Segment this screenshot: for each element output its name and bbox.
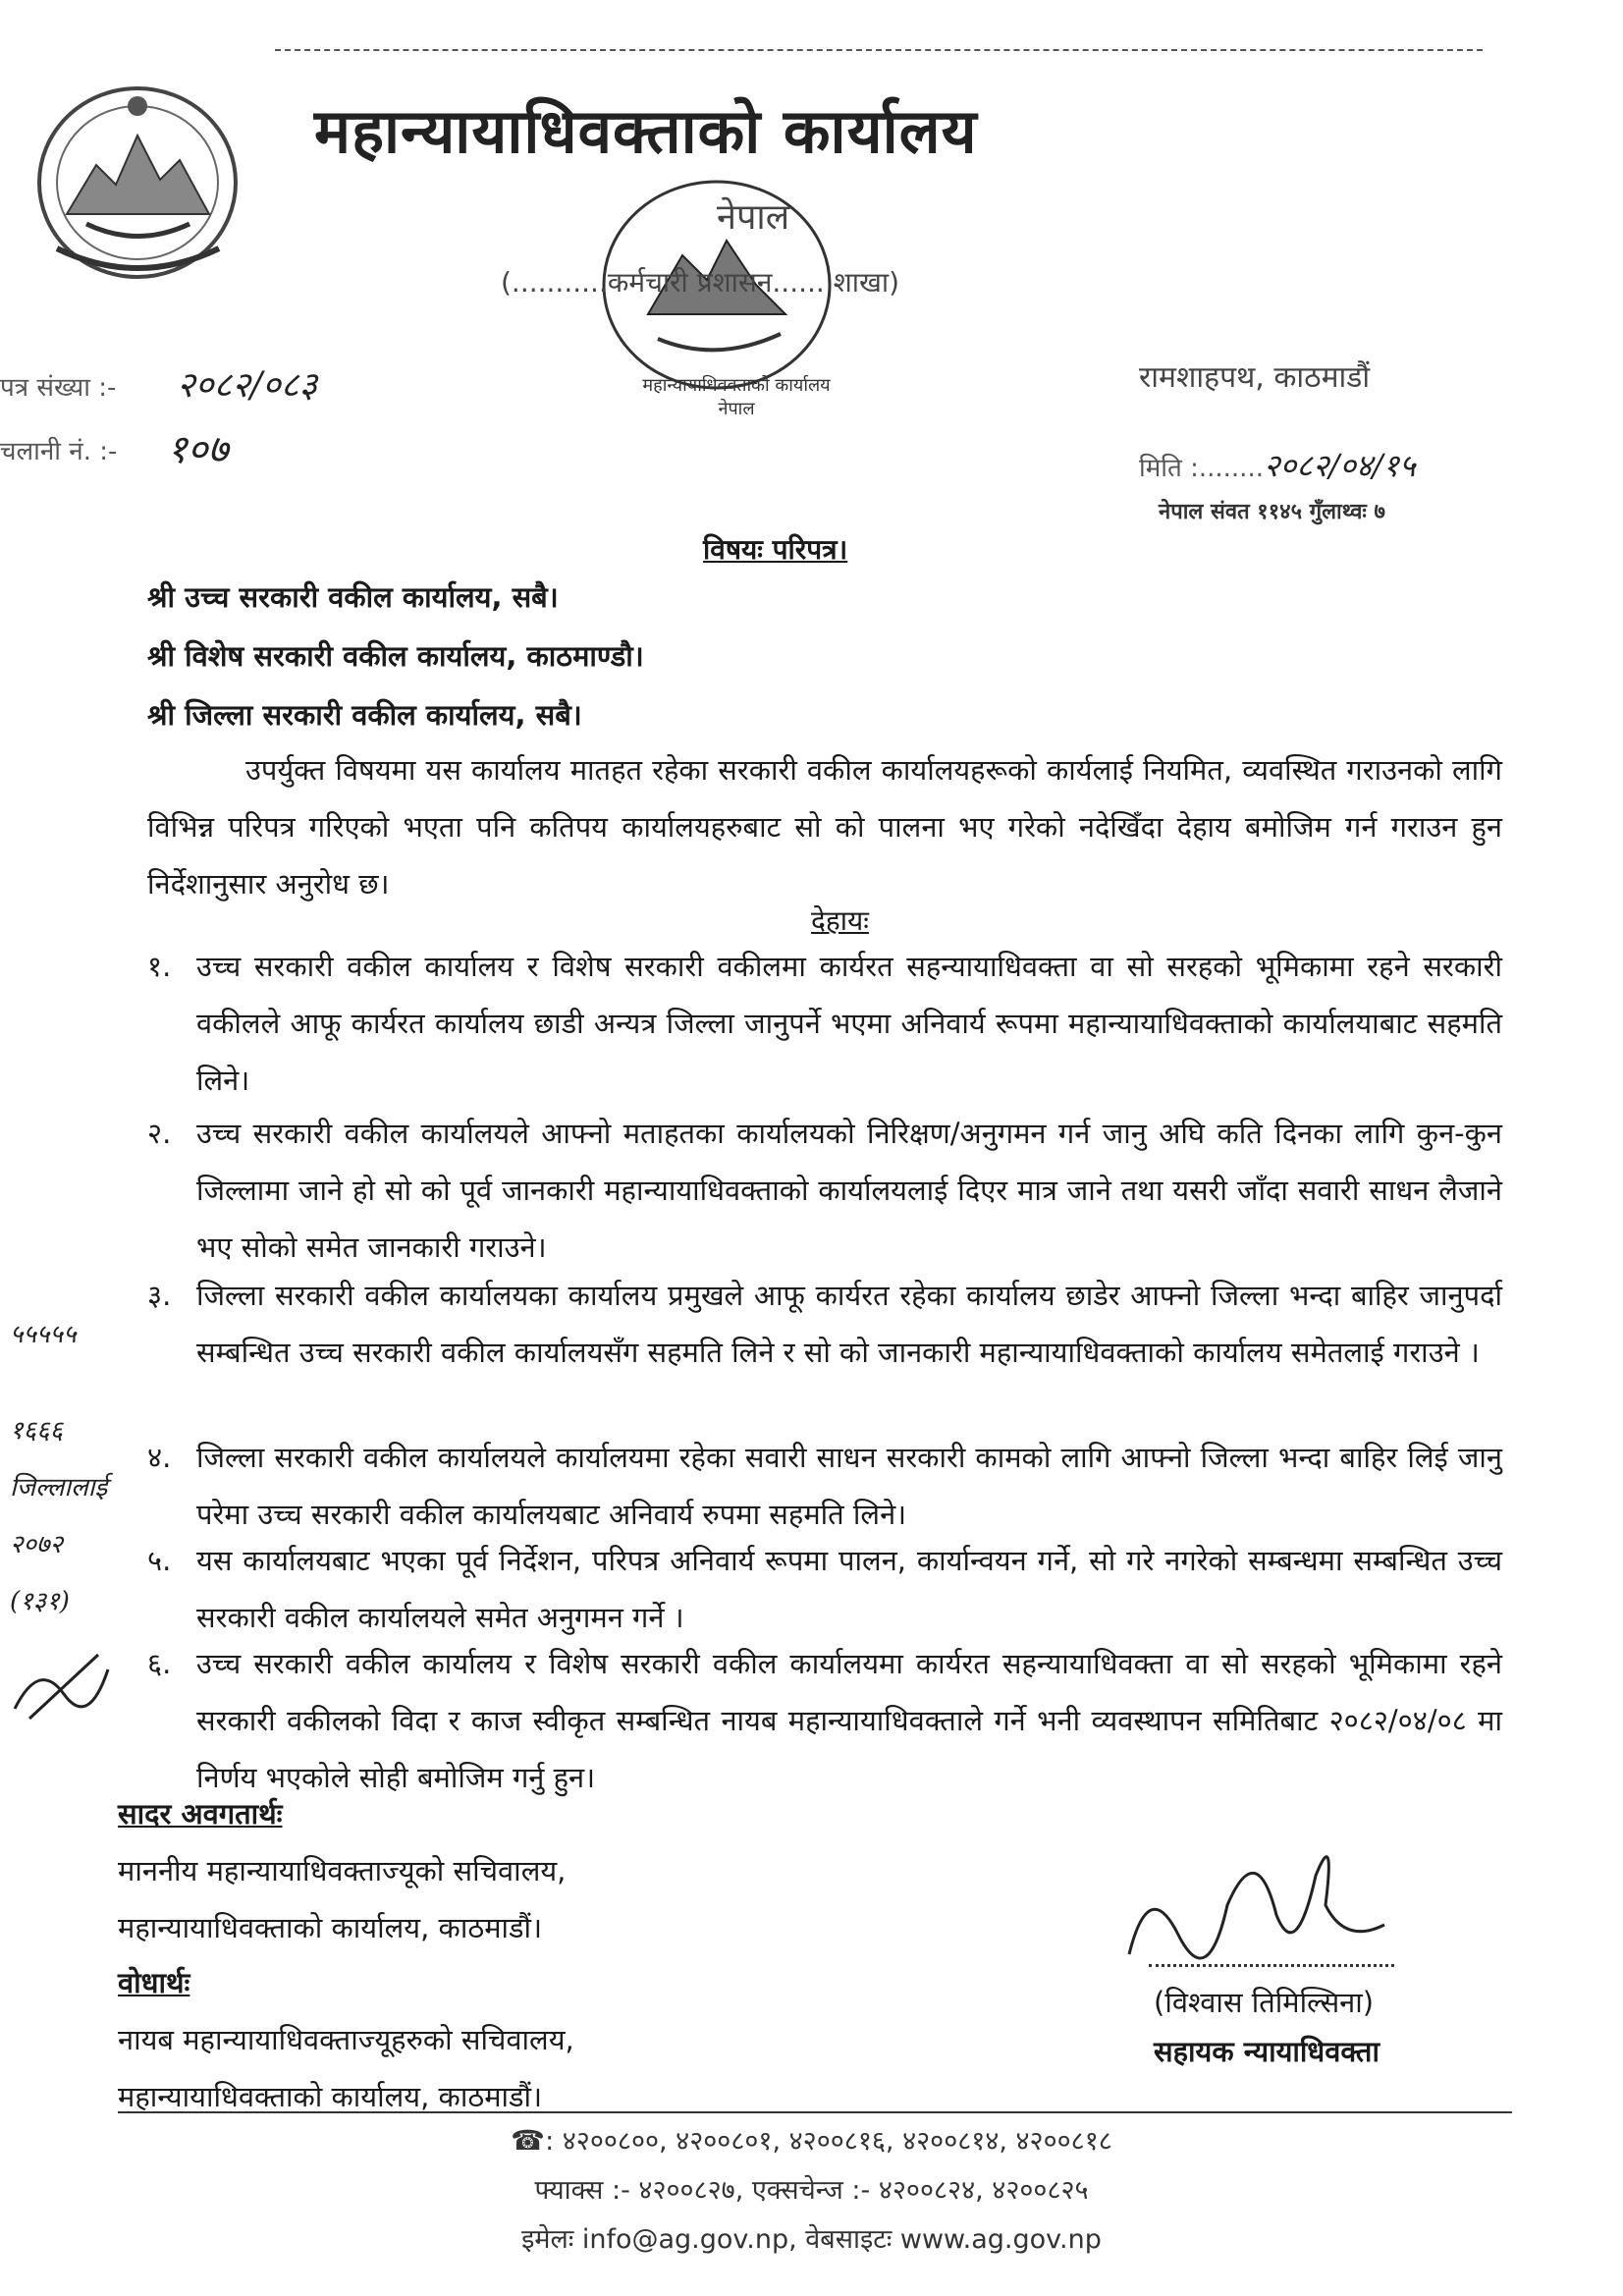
nepal-samvat: नेपाल संवत ११४५ गुँलाथ्वः ७ (1159, 500, 1385, 524)
recipient-2: श्री विशेष सरकारी वकील कार्यालय, काठमाण्डौ। (147, 639, 644, 673)
cc-line: माननीय महान्यायाधिवक्ताज्यूको सचिवालय, (118, 1854, 567, 1887)
top-rule (275, 49, 1483, 51)
item-text: यस कार्यालयबाट भएका पूर्व निर्देशन, परिपत्र अनिवार्य रूपमा पालन, कार्यान्वयन गर्ने, सो गरे नगरेको सम्बन्धमा सम्बन्धित उच्च सरकारी वकील कार्यालयले समेत अनुगमन गर्ने । (196, 1544, 1502, 1634)
item-number: ३. (147, 1279, 172, 1312)
item-text: जिल्ला सरकारी वकील कार्यालयका कार्यालय प्रमुखले आफू कार्यरत रहेका कार्यालय छाडेर आफ्नो जिल्ला भन्दा बाहिर जानुपर्दा सम्बन्धित उच्च सरकारी वकील कार्यालयसँग सहमति लिने र सो को जानकारी महान्यायाधिवक्ताको कार्यालय समेतलाई गराउने । (196, 1279, 1502, 1369)
cc-heading: सादर अवगतार्थः (118, 1797, 283, 1831)
letter-no-value: २०८२/०८३ (177, 365, 318, 406)
info-heading: वोधार्थः (118, 1966, 190, 1999)
list-item (147, 1635, 1502, 1806)
signatory-name: (विश्वास तिमिल्सिना) (1154, 1986, 1375, 2019)
item-text: उच्च सरकारी वकील कार्यालय र विशेष सरकारी वकील कार्यालयमा कार्यरत सहन्यायाधिवक्ता वा सो सरहको भूमिकामा रहने सरकारी वकीलको विदा र काज स्वीकृत सम्बन्धित नायब महान्यायाधिवक्ताले गर्ने भनी व्यवस्थापन समितिबाट २०८२/०४/०८ मा निर्णय भएकोले सोही बमोजिम गर्नु हुन। (196, 1647, 1502, 1794)
item-text: उच्च सरकारी वकील कार्यालयले आफ्नो मताहतका कार्यालयको निरिक्षण/अनुगमन गर्न जानु अघि कति दिनका लागि कुन-कुन जिल्लामा जाने हो सो को पूर्व जानकारी महान्यायाधिवक्ताको कार्यालयलाई दिएर मात्र जाने तथा यसरी जाँदा सवारी साधन लैजाने भए सोको समेत जानकारी गराउने। (196, 1117, 1502, 1264)
footer-phones (0, 2121, 1623, 2158)
item-number: ४. (147, 1441, 172, 1474)
margin-notes (10, 1306, 147, 1630)
info-line: महान्यायाधिवक्ताको कार्यालय, काठमाडौं। (118, 2080, 543, 2113)
subject: विषयः परिपत्र। (703, 533, 848, 566)
date-label: मिति :........ (1139, 454, 1264, 483)
info-line: नायब महान्यायाधिवक्ताज्यूहरुको सचिवालय, (118, 2023, 574, 2056)
office-title: महान्यायाधिवक्ताको कार्यालय (314, 95, 978, 167)
item-text: उच्च सरकारी वकील कार्यालय र विशेष सरकारी वकीलमा कार्यरत सहन्यायाधिवक्ता वा सो सरहको भूमिकामा रहने सरकारी वकीलले आफू कार्यरत कार्यालय छाडी अन्यत्र जिल्ला जानुपर्ने भएमा अनिवार्य रूपमा महान्यायाधिवक्ताको कार्यालयाबाट सहमति लिने। (196, 950, 1502, 1097)
list-item (147, 1532, 1502, 1646)
country-name: नेपाल (717, 197, 790, 238)
margin-note: ५५५५५ (10, 1320, 77, 1349)
footer-phone-numbers: : ४२००८००, ४२००८०१, ४२००८१६, ४२००८१४, ४२००८१८ (545, 2126, 1112, 2157)
stamp-text: महान्यायाधिवक्ताको कार्यालय नेपाल (642, 375, 831, 419)
signature-dotted-line (1149, 1964, 1394, 1967)
office-address: रामशाहपथ, काठमाडौं (1139, 360, 1371, 395)
item-number: २. (147, 1117, 172, 1150)
cc-block (118, 1785, 566, 1956)
dispatch-no-label: चलानी नं. :- (0, 437, 118, 466)
branch-line (501, 263, 899, 301)
recipient-3: श्री जिल्ला सरकारी वकील कार्यालय, सबै। (147, 698, 582, 732)
intro-paragraph: उपर्युक्त विषयमा यस कार्यालय मातहत रहेका सरकारी वकील कार्यालयहरूको कार्यलाई नियमित, व्यवस्थित गराउनको लागि विभिन्न परिपत्र गरिएको भएता पनि कतिपय कार्यालयहरुबाट सो को पालना भए गरेको नदेखिँदा देहाय बमोजिम गर्न गराउन हुन निर्देशानुसार अनुरोध छ। (147, 753, 1502, 901)
recipient-1: श्री उच्च सरकारी वकील कार्यालय, सबै। (147, 580, 559, 614)
cc-line: महान्यायाधिवक्ताको कार्यालय, काठमाडौं। (118, 1911, 543, 1944)
nepal-emblem (27, 77, 248, 288)
branch-name: कर्मचारी प्रशासन (607, 266, 773, 299)
branch-prefix: (........... (501, 266, 608, 299)
date-line (1139, 444, 1416, 486)
margin-note: २०७२ (10, 1530, 64, 1559)
handwritten-signature (1109, 1817, 1404, 1994)
footer-email: इमेलः info@ag.gov.np, वेबसाइटः www.ag.gov.np (521, 2224, 1102, 2255)
list-item (147, 1105, 1502, 1276)
list-item (147, 938, 1502, 1109)
list-item (147, 1267, 1502, 1381)
recipient-list (147, 568, 644, 744)
item-text: जिल्ला सरकारी वकील कार्यालयले कार्यालयमा रहेका सवारी साधन सरकारी कामको लागि आफ्नो जिल्ला भन्दा बाहिर लिई जानु परेमा उच्च सरकारी वकील कार्यालयबाट अनिवार्य रुपमा सहमति लिने। (196, 1441, 1502, 1531)
letter-no-label: पत्र संख्या :- (0, 373, 117, 403)
footer-rule (118, 2111, 1512, 2113)
item-number: १. (147, 950, 172, 983)
footer-fax: फ्याक्स :- ४२००८२७, एक्सचेन्ज :- ४२००८२४, ४२००८२५ (534, 2175, 1089, 2206)
branch-suffix: ...... शाखा) (772, 266, 900, 299)
list-item (147, 1429, 1502, 1543)
dispatch-no-value: १०७ (167, 427, 229, 472)
list-heading: देहायः (811, 904, 869, 937)
info-block (118, 1954, 574, 2125)
margin-note: १६६६ (10, 1416, 64, 1446)
margin-note: जिल्लालाई (10, 1473, 108, 1503)
item-number: ५. (147, 1544, 172, 1577)
date-value: २०८२/०४/१५ (1263, 447, 1416, 484)
phone-icon: ☎ (511, 2124, 546, 2157)
margin-note: (१३१) (10, 1587, 70, 1616)
signatory-title: सहायक न्यायाधिवक्ता (1154, 2035, 1380, 2068)
item-number: ६. (147, 1647, 172, 1680)
margin-signature-scribble (10, 1650, 128, 1728)
